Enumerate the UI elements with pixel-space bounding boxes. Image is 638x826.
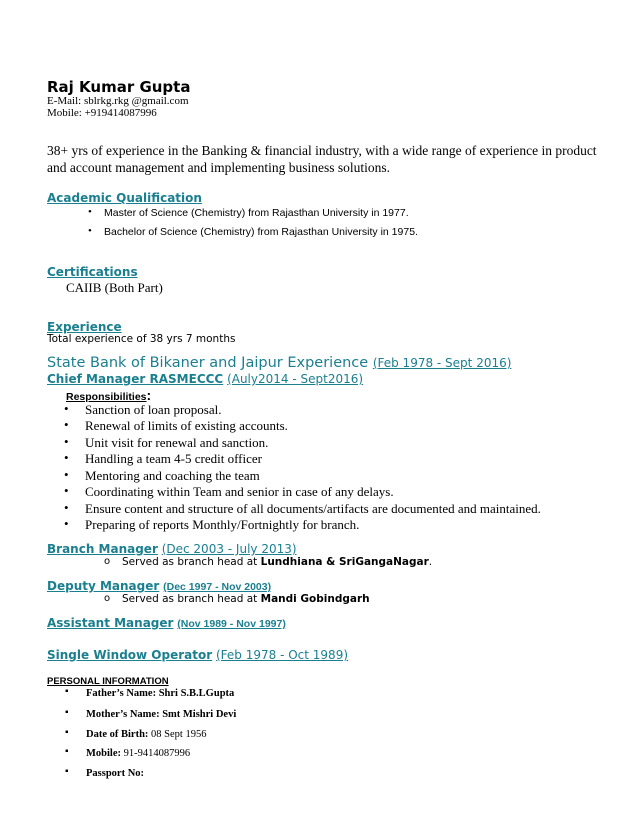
chief-manager-role: Chief Manager RASMECCC bbox=[47, 372, 224, 386]
deputy-manager-note bbox=[122, 593, 370, 605]
deputy-manager-line bbox=[47, 579, 271, 593]
field-value: Shri S.B.LGupta bbox=[156, 688, 235, 699]
assistant-manager-role: Assistant Manager bbox=[47, 616, 174, 630]
bullet-icon bbox=[64, 483, 69, 499]
responsibilities-text: Responsibilities bbox=[66, 391, 147, 403]
note-place: Lundhiana & SriGangaNagar bbox=[260, 556, 429, 568]
email-text: E-Mail: sblrkg.rkg @gmail.com bbox=[47, 95, 189, 107]
bullet-icon bbox=[88, 206, 92, 218]
summary-line-2: and account management and implementing business solutions. bbox=[47, 160, 391, 175]
square-bullet-icon bbox=[65, 766, 69, 777]
note-prefix: Served as branch head at bbox=[122, 556, 261, 568]
date-of-birth-row bbox=[86, 729, 206, 740]
note-suffix: . bbox=[428, 556, 433, 568]
responsibility-item: Coordinating within Team and senior in case of any delays. bbox=[85, 484, 394, 499]
square-bullet-icon bbox=[65, 746, 69, 757]
branch-manager-dates: (Dec 2003 - July 2013) bbox=[161, 542, 297, 556]
responsibilities-colon: : bbox=[146, 387, 152, 403]
branch-manager-line bbox=[47, 542, 297, 556]
square-bullet-icon bbox=[65, 707, 69, 718]
square-bullet-icon bbox=[65, 727, 69, 738]
circle-bullet-icon bbox=[104, 593, 110, 604]
responsibility-item: Preparing of reports Monthly/Fortnightly for branch. bbox=[85, 517, 360, 532]
academic-item: Master of Science (Chemistry) from Rajasthan University in 1977. bbox=[104, 207, 409, 219]
bullet-icon bbox=[64, 500, 69, 516]
responsibility-item: Ensure content and structure of all documents/artifacts are documented and maintained. bbox=[85, 501, 541, 516]
branch-manager-role: Branch Manager bbox=[47, 542, 158, 556]
bullet-icon bbox=[64, 417, 69, 433]
total-experience: Total experience of 38 yrs 7 months bbox=[47, 333, 236, 345]
personal-mobile-row bbox=[86, 748, 190, 759]
field-label: Date of Birth: bbox=[86, 729, 149, 740]
personal-info-heading: PERSONAL INFORMATION bbox=[47, 676, 169, 687]
fathers-name-row bbox=[86, 688, 234, 699]
bullet-icon bbox=[64, 516, 69, 532]
single-window-operator-dates: (Feb 1978 - Oct 1989) bbox=[215, 648, 349, 662]
square-bullet-icon bbox=[65, 686, 69, 697]
field-value: 91-9414087996 bbox=[121, 748, 191, 759]
field-value: Smt Mishri Devi bbox=[159, 709, 237, 720]
employer-name bbox=[47, 355, 511, 371]
certifications-heading: Certifications bbox=[47, 265, 138, 279]
summary-line-1: 38+ yrs of experience in the Banking & financial industry, with a wide range of experience in product bbox=[47, 143, 597, 158]
field-value: 08 Sept 1956 bbox=[148, 729, 207, 740]
assistant-manager-dates: (Nov 1989 - Nov 1997) bbox=[177, 618, 286, 630]
assistant-manager-line bbox=[47, 616, 286, 630]
responsibility-item: Sanction of loan proposal. bbox=[85, 402, 222, 417]
note-place: Mandi Gobindgarh bbox=[260, 593, 370, 605]
single-window-operator-line bbox=[47, 648, 348, 662]
single-window-operator-role: Single Window Operator bbox=[47, 648, 213, 662]
academic-heading: Academic Qualification bbox=[47, 191, 202, 205]
responsibilities-label bbox=[66, 387, 151, 403]
responsibility-item: Unit visit for renewal and sanction. bbox=[85, 435, 269, 450]
passport-row bbox=[86, 768, 144, 779]
academic-item: Bachelor of Science (Chemistry) from Rajasthan University in 1975. bbox=[104, 226, 418, 238]
field-label: Passport No: bbox=[86, 768, 145, 779]
field-label: Mother’s Name: bbox=[86, 709, 160, 720]
responsibility-item: Renewal of limits of existing accounts. bbox=[85, 418, 288, 433]
field-label: Mobile: bbox=[86, 748, 121, 759]
bullet-icon bbox=[88, 225, 92, 237]
deputy-manager-dates: (Dec 1997 - Nov 2003) bbox=[163, 581, 272, 593]
mothers-name-row bbox=[86, 709, 236, 720]
chief-manager-line bbox=[47, 372, 363, 386]
bullet-icon bbox=[64, 401, 69, 417]
responsibility-item: Mentoring and coaching the team bbox=[85, 468, 260, 483]
deputy-manager-role: Deputy Manager bbox=[47, 579, 160, 593]
employer-dates: (Feb 1978 - Sept 2016) bbox=[372, 356, 512, 370]
field-label: Father’s Name: bbox=[86, 688, 157, 699]
experience-heading: Experience bbox=[47, 320, 122, 334]
circle-bullet-icon bbox=[104, 556, 110, 567]
employer-text: State Bank of Bikaner and Jaipur Experience bbox=[47, 355, 369, 371]
branch-manager-note bbox=[122, 556, 432, 568]
mobile-text: Mobile: +919414087996 bbox=[47, 107, 157, 119]
bullet-icon bbox=[64, 434, 69, 450]
candidate-name: Raj Kumar Gupta bbox=[47, 78, 191, 96]
note-prefix: Served as branch head at bbox=[122, 593, 261, 605]
bullet-icon bbox=[64, 467, 69, 483]
responsibility-item: Handling a team 4-5 credit officer bbox=[85, 451, 262, 466]
chief-manager-dates: (Auly2014 - Sept2016) bbox=[227, 372, 364, 386]
certification-text: CAIIB (Both Part) bbox=[66, 280, 163, 295]
bullet-icon bbox=[64, 450, 69, 466]
